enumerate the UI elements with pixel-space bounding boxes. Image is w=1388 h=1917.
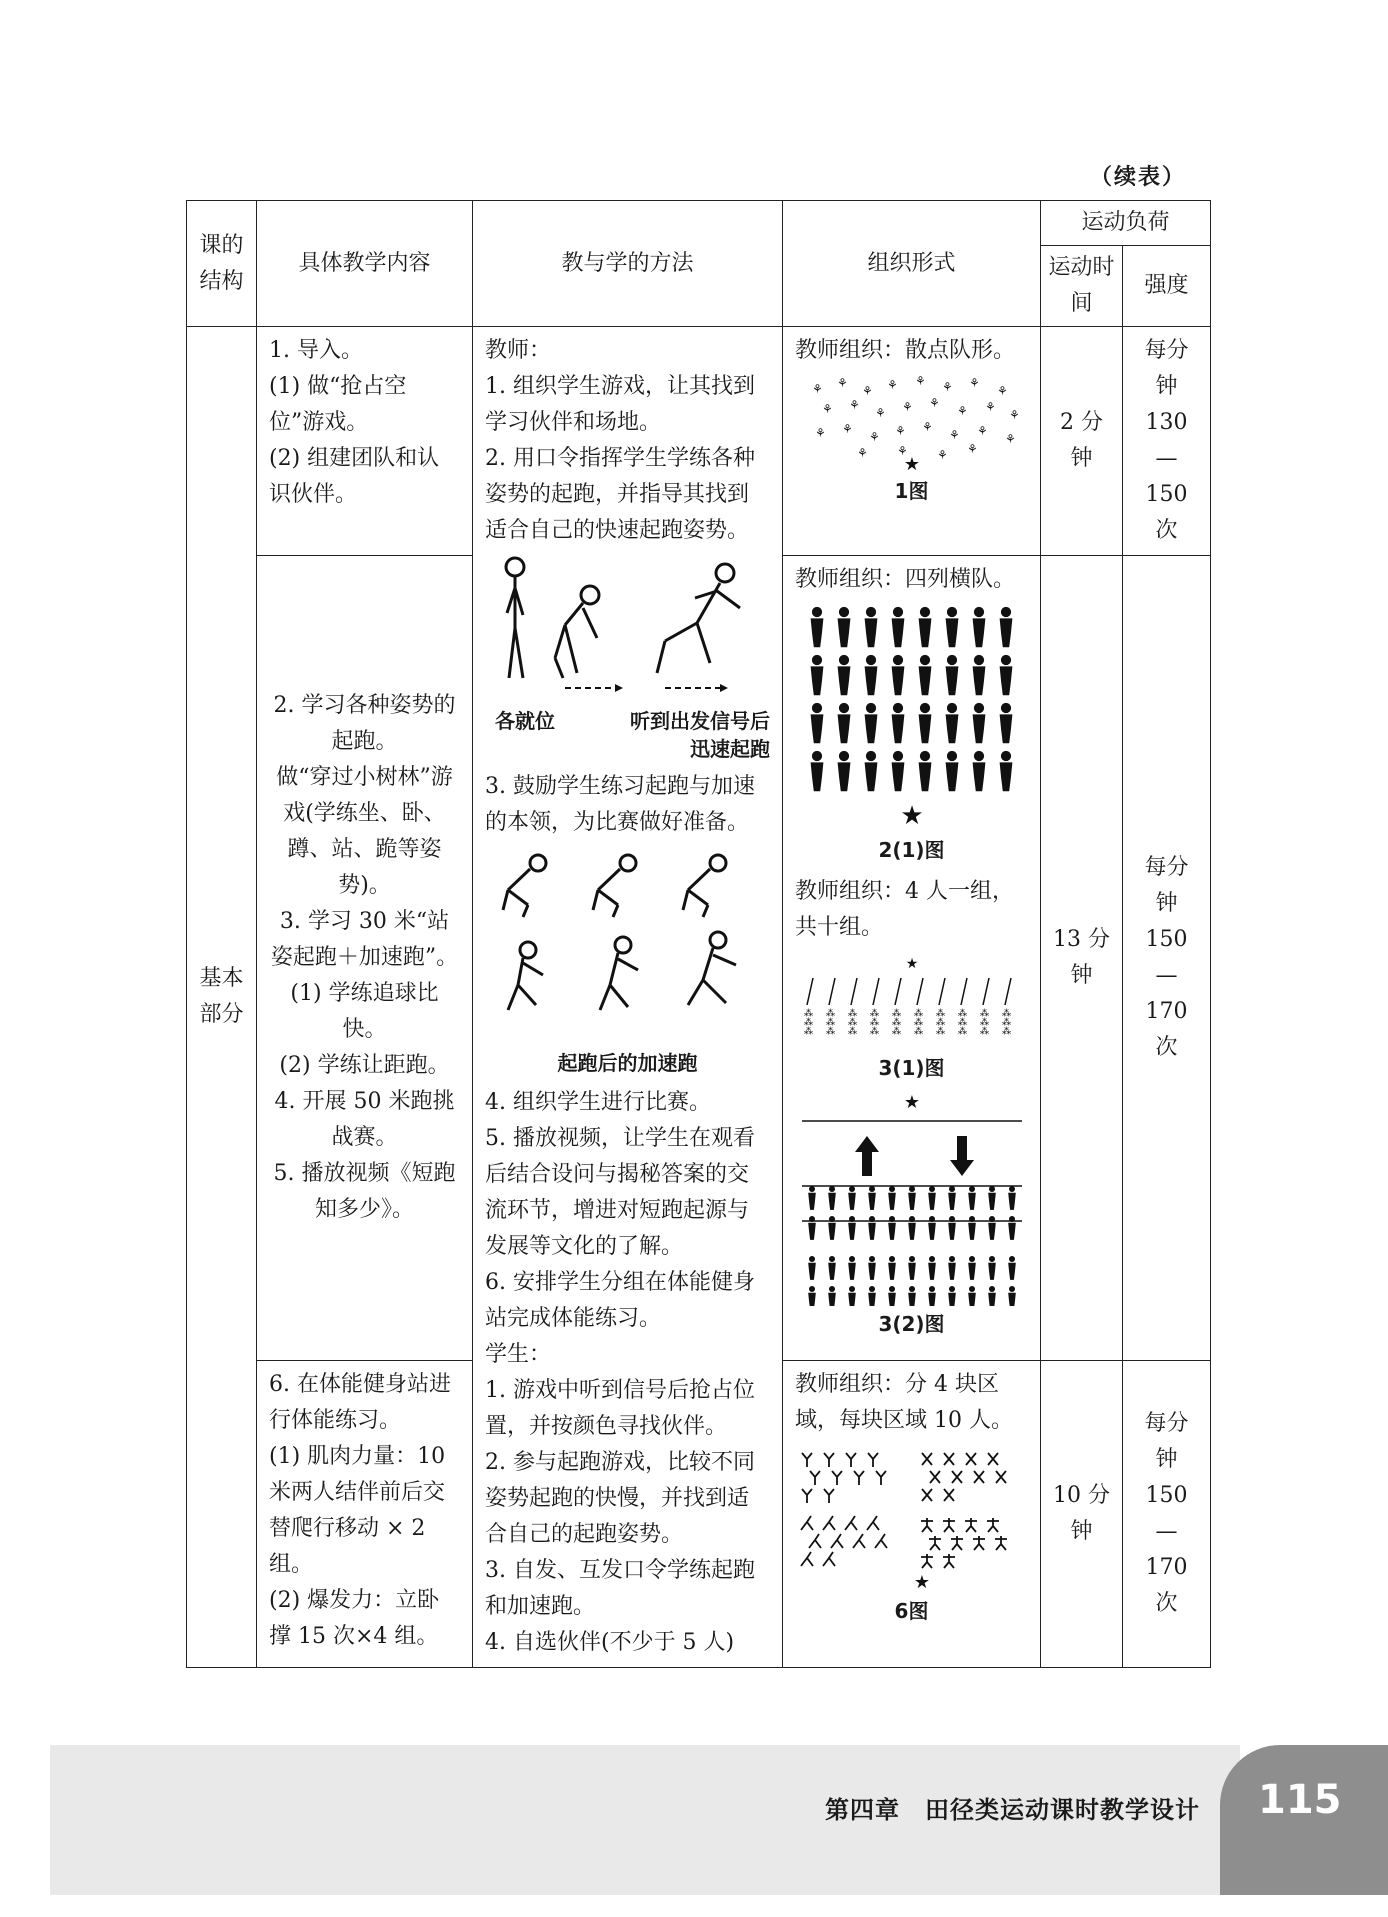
svg-text:⁂: ⁂ [979,1009,989,1019]
row2-content-line: 5. 播放视频《短跑知多少》。 [273,1160,456,1222]
student-label: 学生： [485,1342,552,1367]
svg-text:⁂: ⁂ [803,1009,813,1019]
svg-text:★: ★ [913,1571,930,1593]
row1-organization [783,327,1041,556]
svg-text:⁂: ⁂ [913,1018,923,1028]
svg-text:⁂: ⁂ [869,1027,879,1037]
svg-text:⁂: ⁂ [1001,1027,1011,1037]
chase-drill-figure [797,1086,1027,1306]
intensity-line: 每分钟 [1144,1410,1189,1472]
four-zone-figure [797,1443,1027,1593]
section-label: 基本部分 [187,327,257,1668]
row2-content [257,556,473,1361]
student-item: 1. 游戏中听到信号后抢占位置，并按颜色寻找伙伴。 [485,1378,755,1439]
svg-text:⚘: ⚘ [948,428,960,442]
intensity-line: 170 次 [1145,998,1188,1060]
figure-label: 3(2)图 [878,1312,945,1336]
svg-text:⁂: ⁂ [935,1018,945,1028]
scatter-formation-figure [797,373,1027,473]
svg-text:⁂: ⁂ [957,1027,967,1037]
svg-text:⁂: ⁂ [847,1018,857,1028]
svg-text:⁂: ⁂ [825,1018,835,1028]
svg-text:⚘: ⚘ [956,404,968,418]
svg-text:⚘: ⚘ [984,400,996,414]
header-method: 教与学的方法 [473,201,783,327]
intensity-line: 150— [1145,926,1188,988]
row3-time: 10 分钟 [1041,1360,1123,1667]
continued-label: （续表） [1090,165,1187,190]
svg-text:⚘: ⚘ [1004,432,1016,446]
svg-text:⚘: ⚘ [1008,408,1020,422]
svg-text:⁂: ⁂ [1001,1009,1011,1019]
figure-label: 2(1)图 [878,838,945,862]
row2-time: 13 分钟 [1041,556,1123,1361]
svg-text:⚘: ⚘ [811,382,823,396]
org-title: 教师组织：四列横队。 [795,567,1016,592]
acceleration-run-illustration [488,845,768,1045]
row1-time: 2 分钟 [1041,327,1123,556]
row2-content-line: 2. 学习各种姿势的起跑。 [273,692,456,754]
intensity-line: 150 次 [1145,482,1188,543]
figure-label: 3(1)图 [878,1056,945,1080]
svg-text:⁂: ⁂ [957,1009,967,1019]
teacher-item: 2. 用口令指挥学生学练各种姿势的起跑，并指导其找到适合自己的快速起跑姿势。 [485,446,755,543]
row3-organization [783,1360,1041,1667]
svg-text:⁂: ⁂ [1001,1018,1011,1028]
lesson-plan-table [186,200,1211,1668]
intensity-line: 每分钟 [1144,338,1189,399]
svg-text:⁂: ⁂ [891,1027,901,1037]
header-intensity: 强度 [1123,246,1211,327]
row1-content-line: (1) 做“抢占空位”游戏。 [269,374,407,435]
method-cell [473,327,783,1668]
svg-text:⁂: ⁂ [869,1018,879,1028]
svg-text:⁂: ⁂ [891,1009,901,1019]
svg-text:⚘: ⚘ [868,430,880,444]
figure-label: 1图 [894,479,929,503]
svg-text:⚘: ⚘ [914,374,926,388]
svg-text:⚘: ⚘ [966,442,978,456]
svg-text:⚘: ⚘ [896,444,908,458]
page-number: 115 [1258,1777,1342,1823]
svg-text:⁂: ⁂ [979,1027,989,1037]
svg-text:⁂: ⁂ [869,1009,879,1019]
svg-text:⚘: ⚘ [976,424,988,438]
header-time: 运动时间 [1041,246,1123,327]
student-item: 4. 自选伙伴(不少于 5 人) [485,1630,735,1655]
svg-text:⁂: ⁂ [891,1018,901,1028]
page-number-tab [1220,1745,1388,1895]
row2-content-line: (1) 学练追球比快。 [290,980,439,1042]
svg-text:★: ★ [905,956,918,972]
svg-text:⚘: ⚘ [848,398,860,412]
header-content: 具体教学内容 [257,201,473,327]
svg-text:⁂: ⁂ [913,1009,923,1019]
org-title: 教师组织：分 4 块区域，每块区域 10 人。 [795,1371,1013,1433]
svg-text:⁂: ⁂ [913,1027,923,1037]
row2-content-line: 做“穿过小树林”游戏(学练坐、卧、蹲、站、跪等姿势)。 [276,764,453,898]
svg-text:⚘: ⚘ [968,376,980,390]
svg-text:⁂: ⁂ [935,1027,945,1037]
four-rank-formation-figure [797,602,1027,832]
svg-text:⚘: ⚘ [821,402,833,416]
ten-groups-figure [797,950,1027,1050]
svg-text:⚘: ⚘ [928,396,940,410]
row3-intensity [1123,1360,1211,1667]
svg-text:⚘: ⚘ [894,424,906,438]
teacher-item: 6. 安排学生分组在体能健身站完成体能练习。 [485,1270,755,1331]
svg-text:⁂: ⁂ [979,1018,989,1028]
intensity-line: 150— [1145,1482,1188,1544]
svg-text:★: ★ [903,1092,920,1113]
chapter-title: 第四章 田径类运动课时教学设计 [825,1796,1200,1824]
svg-text:⚘: ⚘ [901,400,913,414]
svg-text:⚘: ⚘ [921,420,933,434]
student-item: 2. 参与起跑游戏，比较不同姿势起跑的快慢，并找到适合自己的起跑姿势。 [485,1450,755,1547]
row1-content-line: (2) 组建团队和认识伙伴。 [269,446,440,507]
teacher-item: 4. 组织学生进行比赛。 [485,1090,711,1115]
row3-content-line: 6. 在体能健身站进行体能练习。 [269,1371,451,1433]
svg-text:⁂: ⁂ [803,1027,813,1037]
row2-content-line: 4. 开展 50 米跑挑战赛。 [274,1088,455,1150]
row2-content-line: (2) 学练让距跑。 [279,1052,450,1078]
caption-ready: 各就位 [495,709,555,733]
page-footer [50,1745,1240,1895]
svg-text:⚘: ⚘ [936,448,948,462]
header-structure: 课的结构 [187,201,257,327]
student-item: 3. 自发、互发口令学练起跑和加速跑。 [485,1558,755,1619]
svg-text:⁂: ⁂ [803,1018,813,1028]
svg-text:⚘: ⚘ [841,422,853,436]
caption-start: 听到出发信号后迅速起跑 [630,709,770,761]
row1-intensity [1123,327,1211,556]
intensity-line: 130— [1145,410,1188,471]
teacher-item: 3. 鼓励学生练习起跑与加速的本领，为比赛做好准备。 [485,774,755,835]
teacher-item: 5. 播放视频，让学生在观看后结合设问与揭秘答案的交流环节，增进对短跑起源与发展等文化的了解。 [485,1126,755,1259]
caption-acceleration: 起跑后的加速跑 [557,1051,698,1075]
start-posture-illustration [485,553,775,703]
svg-text:⚘: ⚘ [856,446,868,460]
row3-content-line: (1) 肌肉力量：10 米两人结伴前后交替爬行移动 × 2组。 [269,1443,446,1577]
row3-content-line: (2) 爆发力：立卧撑 15 次×4 组。 [269,1587,440,1649]
svg-text:⚘: ⚘ [886,378,898,392]
svg-text:⁂: ⁂ [847,1009,857,1019]
org-title: 教师组织：4 人一组，共十组。 [795,879,1014,940]
svg-text:⁂: ⁂ [825,1009,835,1019]
intensity-line: 每分钟 [1144,854,1189,916]
svg-text:⁂: ⁂ [935,1009,945,1019]
header-load: 运动负荷 [1041,201,1211,246]
row1-content-line: 1. 导入。 [269,338,363,363]
teacher-label: 教师： [485,338,552,363]
svg-text:⚘: ⚘ [874,406,886,420]
svg-text:⁂: ⁂ [957,1018,967,1028]
figure-label: 6图 [894,1598,929,1623]
svg-text:⚘: ⚘ [814,426,826,440]
intensity-line: 170 次 [1145,1554,1188,1616]
svg-text:⁂: ⁂ [825,1027,835,1037]
svg-text:⚘: ⚘ [836,376,848,390]
svg-text:⚘: ⚘ [861,384,873,398]
header-organization: 组织形式 [783,201,1041,327]
svg-text:⚘: ⚘ [941,380,953,394]
svg-text:⁂: ⁂ [847,1027,857,1037]
svg-text:★: ★ [899,801,924,831]
row2-organization [783,556,1041,1361]
row3-content [257,1360,473,1667]
row2-intensity [1123,556,1211,1361]
svg-text:⚘: ⚘ [996,384,1008,398]
row1-content [257,327,473,556]
svg-text:★: ★ [903,454,920,473]
teacher-item: 1. 组织学生游戏，让其找到学习伙伴和场地。 [485,374,755,435]
org-title: 教师组织：散点队形。 [795,338,1016,363]
row2-content-line: 3. 学习 30 米“站姿起跑＋加速跑”。 [270,908,459,970]
